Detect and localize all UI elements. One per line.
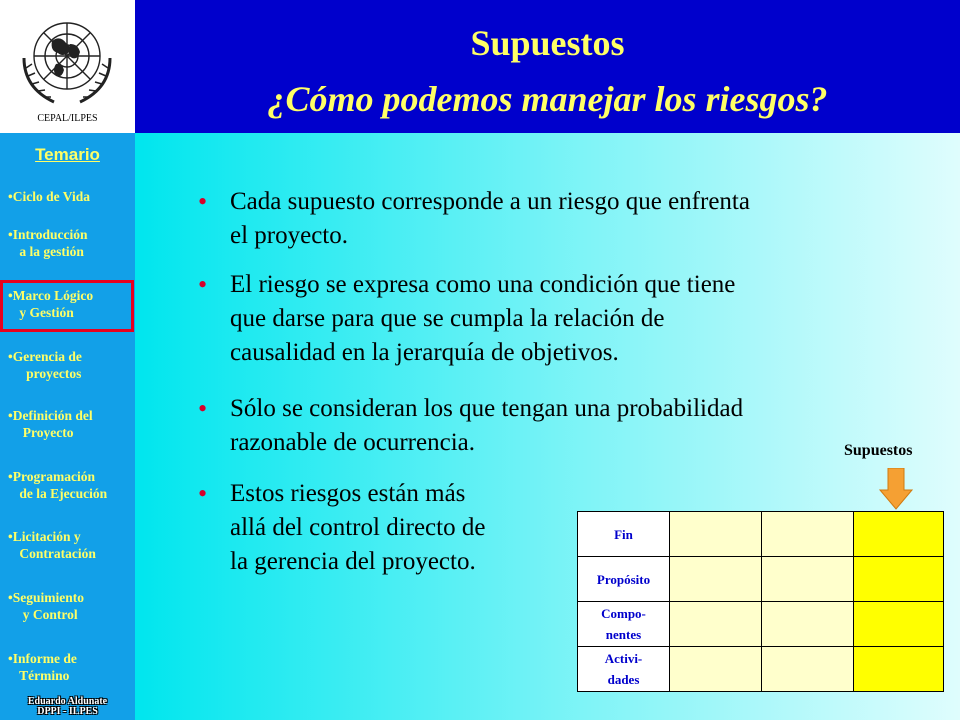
sidebar-item-label: •Introducción: [8, 227, 88, 242]
matrix-row-label: [578, 647, 670, 692]
matrix-cell-supuestos: [854, 557, 944, 602]
matrix-row: [578, 557, 944, 602]
slide-subtitle: ¿Cómo podemos manejar los riesgos?: [267, 79, 828, 119]
bullet-line: que darse para que se cumpla la relación de: [230, 305, 665, 332]
row-label-text: Activi-: [604, 651, 643, 666]
sidebar-item-label: •Seguimiento: [8, 590, 84, 605]
author-name: Eduardo Aldunate: [27, 696, 108, 707]
bullet-line: Sólo se consideran los que tengan una probabilidad: [230, 395, 744, 422]
sidebar-item-label: Término: [16, 668, 70, 683]
row-label-text: Propósito: [596, 571, 651, 587]
bullet-line: El riesgo se expresa como una condición que tiene: [230, 271, 736, 298]
matrix-cell: [670, 512, 762, 557]
sidebar-item-label: •Marco Lógico: [8, 288, 94, 303]
bullet-line: razonable de ocurrencia.: [230, 429, 475, 456]
matrix-row-label: [578, 557, 670, 602]
matrix-cell: [762, 647, 854, 692]
bullet-line: Estos riesgos están más: [230, 480, 466, 507]
sidebar-item-programacion[interactable]: [8, 468, 134, 502]
matrix-cell: [670, 602, 762, 647]
row-label-text: nentes: [605, 627, 642, 642]
bullet-line: el proyecto.: [230, 222, 349, 249]
bullet-item: [198, 392, 744, 460]
bullet-dot-icon: •: [198, 270, 208, 299]
sidebar-item-label: y Gestión: [16, 305, 74, 320]
matrix-column-label: Supuestos: [844, 442, 913, 459]
matrix-cell: [670, 557, 762, 602]
matrix-row-label: [578, 602, 670, 647]
sidebar-item-ciclo-de-vida[interactable]: [8, 188, 134, 205]
sidebar-item-label: •Informe de: [8, 651, 77, 666]
logical-framework-matrix: [577, 511, 944, 692]
bullet-line: la gerencia del proyecto.: [230, 548, 476, 575]
sidebar-item-marco-logico[interactable]: [3, 283, 131, 329]
bullet-item: [198, 477, 486, 579]
bullet-line: allá del control directo de: [230, 514, 486, 541]
sidebar-item-gerencia[interactable]: [8, 348, 134, 382]
author-unit: DPPI - ILPES: [37, 706, 98, 717]
matrix-row: [578, 602, 944, 647]
sidebar-item-seguimiento[interactable]: [8, 589, 134, 623]
slide-header: [135, 0, 960, 133]
sidebar-heading: Temario: [35, 145, 100, 164]
slide-title: Supuestos: [470, 23, 625, 63]
row-label-text: dades: [607, 672, 640, 687]
sidebar-item-label: •Licitación y: [8, 529, 81, 544]
sidebar: [0, 0, 135, 720]
matrix-cell: [762, 602, 854, 647]
sidebar-item-label: •Programación: [8, 469, 95, 484]
sidebar-item-licitacion[interactable]: [8, 528, 134, 562]
sidebar-item-informe[interactable]: [8, 650, 134, 684]
sidebar-item-label: Proyecto: [16, 425, 74, 440]
sidebar-item-label: Contratación: [16, 546, 96, 561]
un-emblem-icon: [12, 6, 122, 114]
matrix-row-label: [578, 512, 670, 557]
matrix-cell-supuestos: [854, 647, 944, 692]
matrix-row: [578, 512, 944, 557]
matrix-cell: [670, 647, 762, 692]
sidebar-item-label: •Definición del: [8, 408, 93, 423]
bullet-dot-icon: •: [198, 479, 208, 508]
bullet-dot-icon: •: [198, 187, 208, 216]
bullet-item: [198, 185, 750, 253]
author-credit: [0, 697, 135, 717]
matrix-cell: [762, 557, 854, 602]
sidebar-item-label: •Gerencia de: [8, 349, 82, 364]
matrix-row: [578, 647, 944, 692]
logo-area: [0, 0, 135, 133]
bullet-dot-icon: •: [198, 394, 208, 423]
sidebar-item-label: y Control: [16, 607, 78, 622]
sidebar-item-introduccion[interactable]: [8, 226, 134, 260]
sidebar-item-label: •Ciclo de Vida: [8, 189, 90, 204]
bullet-line: causalidad en la jerarquía de objetivos.: [230, 339, 619, 366]
org-label: CEPAL/ILPES: [37, 113, 98, 124]
matrix-cell: [762, 512, 854, 557]
sidebar-item-label: de la Ejecución: [16, 486, 108, 501]
sidebar-item-label: proyectos: [16, 366, 82, 381]
sidebar-item-definicion[interactable]: [8, 407, 134, 441]
arrow-down-icon: [879, 468, 913, 510]
row-label-text: Compo-: [601, 606, 646, 621]
sidebar-item-label: a la gestión: [16, 244, 84, 259]
matrix-cell-supuestos: [854, 512, 944, 557]
matrix-cell-supuestos: [854, 602, 944, 647]
bullet-line: Cada supuesto corresponde a un riesgo que enfrenta: [230, 188, 750, 215]
bullet-item: [198, 268, 736, 370]
row-label-text: Fin: [614, 526, 633, 542]
